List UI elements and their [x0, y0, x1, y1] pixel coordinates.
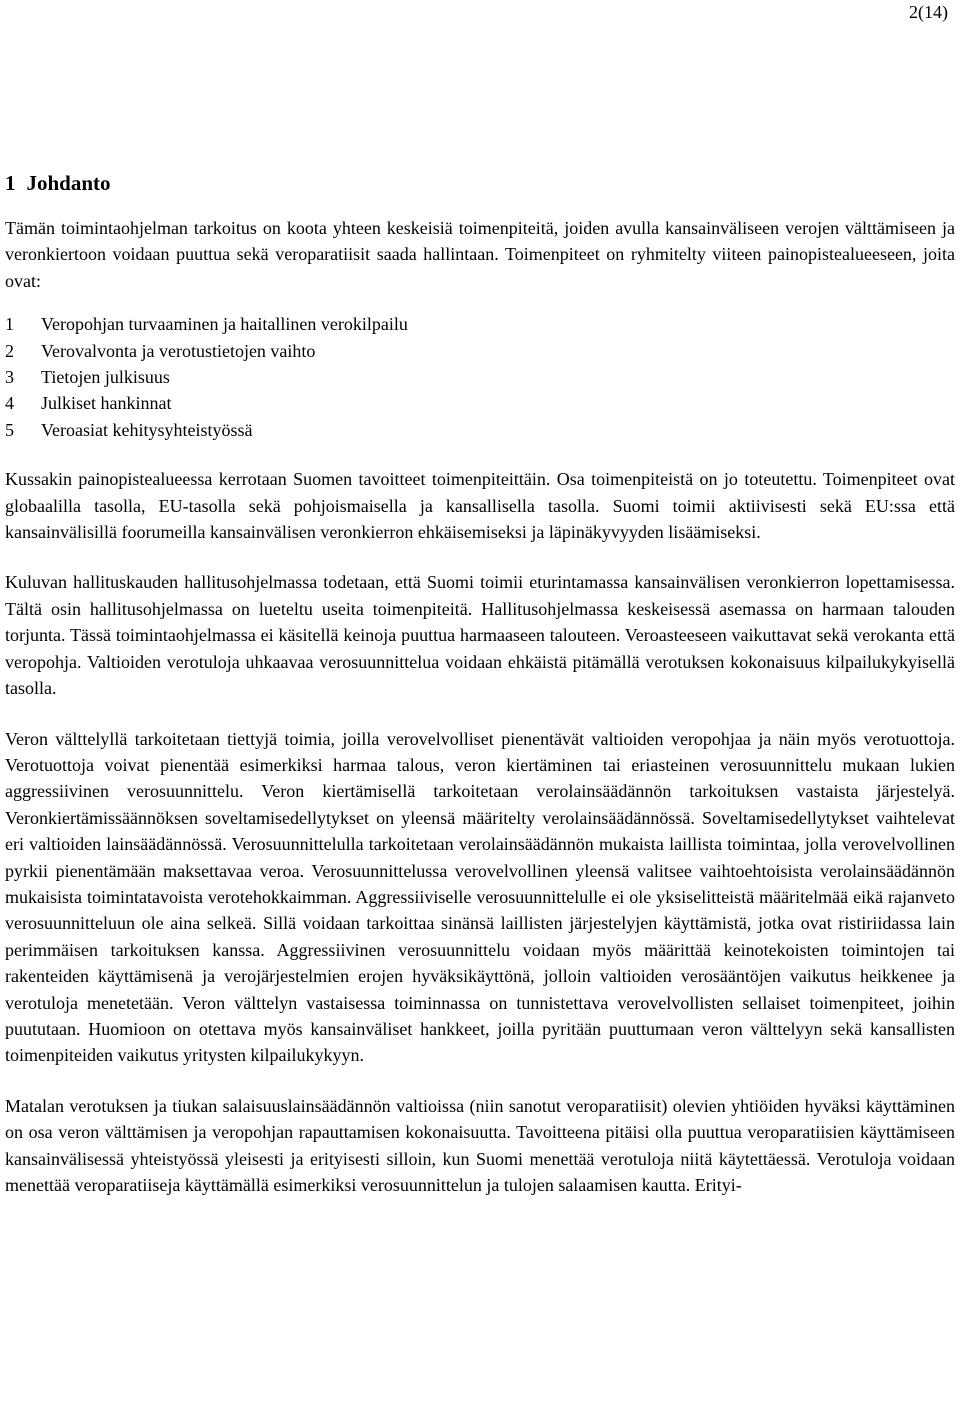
- intro-paragraph: Tämän toimintaohjelman tarkoitus on koota yhteen keskeisiä toimenpiteitä, joiden avulla kansainväliseen verojen välttämiseen ja veronkiertoon voidaan puuttua sekä veroparatiisit saada hallintaan. Toimenpiteet on ryhmitelty viiteen painopistealueeseen, joita ovat:: [5, 218, 955, 291]
- list-item-label: Veroasiat kehitysyhteistyössä: [41, 419, 253, 440]
- list-item-label: Veropohjan turvaaminen ja haitallinen verokilpailu: [41, 314, 408, 335]
- list-item-label: Julkiset hankinnat: [41, 393, 172, 414]
- list-item-number: 4: [5, 393, 14, 414]
- list-item-number: 3: [5, 367, 14, 388]
- government-programme-paragraph: Kuluvan hallituskauden hallitusohjelmassa todetaan, että Suomi toimii eturintamassa kansainvälisen veronkierron lopettamisessa. Tältä osin hallitusohjelmassa on lueteltu useita toimenpiteitä. Hallitusohjelmassa keskeisessä asemassa on harmaan talouden torjunta. Tässä toimintaohjelmassa ei käsitellä keinoja puuttua harmaaseen talouteen. Veroasteeseen vaikuttavat sekä verokanta että veropohja. Valtioiden verotuloja uhkaavaa verosuunnittelua voidaan ehkäistä pitämällä verotuksen kokonaisuus kilpailukykyisellä tasolla.: [5, 572, 955, 699]
- list-item-number: 2: [5, 340, 14, 361]
- list-item-number: 5: [5, 419, 14, 440]
- section-title: Johdanto: [26, 171, 111, 195]
- page-number: 2(14): [909, 2, 948, 22]
- section-number: 1: [5, 171, 16, 195]
- document-body: [5, 170, 955, 1198]
- list-item: [5, 417, 955, 443]
- tax-avoidance-paragraph: Veron välttelyllä tarkoitetaan tiettyjä toimia, joilla verovelvolliset pienentävät valtioiden veropohjaa ja näin myös verotuottoja. Verotuottoja voivat pienentää esimerkiksi harmaa talous, veron kiertäminen tai eriasteinen verosuunnittelu mukaan lukien aggressiivinen verosuunnittelu. Veron kiertämisellä tarkoitetaan verolainsäädännön tarkoituksen vastaista järjestelyä. Veronkiertämissäännöksen soveltamisedellytykset on yleensä määritelty verolainsäädännössä. Soveltamisedellytykset vaihtelevat eri valtioiden lainsäädännössä. Verosuunnittelulla tarkoitetaan verolainsäädännön mukaista laillista toimintaa, jolla verovelvollinen pyrkii pienentämään maksettavaa veroa. Verosuunnittelussa verovelvollinen yleensä valitsee vaihtoehtoisista verolainsäädännön mukaisista toimintatavoista verotehokkaimman. Aggressiiviselle verosuunnittelulle ei ole yksiselitteistä määritelmää eikä rajanveto verosuunnitteluun ole aina selkeä. Sillä voidaan tarkoittaa sinänsä laillisten järjestelyjen käyttämistä, jotka ovat ristiriidassa lain perimmäisen tarkoituksen kanssa. Aggressiivinen verosuunnittelu voidaan myös määrittää keinotekoisten toimintojen tai rakenteiden käyttämisenä ja verojärjestelmien erojen hyväksikäyttönä, jolloin valtioiden verosääntöjen vaikutus heikkenee ja verotuloja menetetään. Veron välttelyn vastaisessa toiminnassa on tunnistettava verovelvollisten sellaiset toimenpiteet, joihin puututaan. Huomioon on otettava myös kansainväliset hankkeet, joilla pyritään puuttumaan veron välttelyyn sekä kansallisten toimenpiteiden vaikutus yritysten kilpailukykyyn.: [5, 728, 955, 1066]
- focus-area-list: [5, 311, 955, 443]
- list-item: [5, 364, 955, 390]
- tax-haven-paragraph: Matalan verotuksen ja tiukan salaisuuslainsäädännön valtioissa (niin sanotut veroparatiisit) olevien yhtiöiden hyväksi käyttäminen on osa veron välttämisen ja veropohjan rapauttamisen kokonaisuutta. Tavoitteena pitäisi olla puuttua veroparatiisien käyttämiseen kansainvälisessä yhteistyössä yleisesti ja erityisesti silloin, kun Suomi menettää verotuloja niitä käytettäessä. Verotuloja voidaan menettää veroparatiiseja käyttämällä esimerkiksi verosuunnittelun ja tulojen salaamisen kautta. Erityi-: [5, 1095, 955, 1195]
- focus-area-paragraph: Kussakin painopistealueessa kerrotaan Suomen tavoitteet toimenpiteittäin. Osa toimenpiteistä on jo toteutettu. Toimenpiteet ovat globaalilla tasolla, EU-tasolla sekä pohjoismaisella ja kansallisella tasolla. Suomi toimii aktiivisesti sekä EU:ssa että kansainvälisillä foorumeilla kansainvälisen veronkierron ehkäisemiseksi ja läpinäkyvyyden lisäämiseksi.: [5, 469, 955, 543]
- list-item: [5, 390, 955, 416]
- list-item-number: 1: [5, 314, 14, 335]
- list-item: [5, 338, 955, 364]
- list-item-label: Verovalvonta ja verotustietojen vaihto: [41, 340, 316, 361]
- section-heading: [5, 170, 955, 196]
- list-item-label: Tietojen julkisuus: [41, 367, 170, 388]
- list-item: [5, 311, 955, 337]
